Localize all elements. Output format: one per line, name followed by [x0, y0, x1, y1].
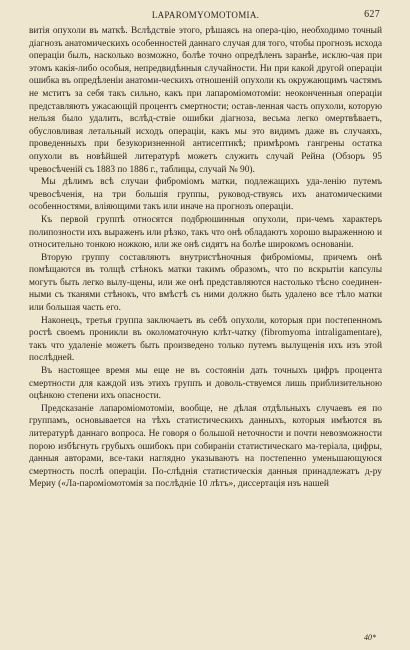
- page-header: [29, 9, 382, 25]
- paragraph: витія опухоли въ маткѣ. Вслѣдствіе этого, рѣшаясь на опера-цію, необходимо точный діагнозъ анатомическихъ особенностей даннаго случая для того, чтобы прогнозъ исхода операціи былъ, насколько возможно, болѣе точно опредѣленъ заранѣе, исклю-чая при этомъ какія-либо особыя, непредвидѣнныя случайности. Ни при какой другой операціи ошибка въ опредѣленіи анатоми-ческихъ отношеній опухоли къ окружающимъ частямъ не мститъ за себя такъ сильно, какъ при лапаромiомотоміи: неоконченныя операціи представляютъ ужасающій процентъ смертности; остав-ленная часть опухоли, которую нельзя было удалить, вслѣд-ствіе ошибки діагноза, весьма легко омертвѣваетъ, обусловливая летальный исходъ операціи, какъ мы это видимъ даже въ случаяхъ, проведенныхъ при безукоризненной антисептикѣ; примѣромъ гангрены остатка опухоли въ новѣйшей литературѣ можетъ служить случай Рейна (Обзоръ 95 чревосѣченій съ 1883 по 1886 г., таблицы, случай № 90).: [29, 26, 382, 175]
- paragraph: Къ первой группѣ относятся подбрюшинныя опухоли, при-чемъ характеръ полипозности ихъ выраженъ или рѣзко, такъ что онѣ обладаютъ хорошо выраженною и относительно тонкою ножкою, или же онѣ сидятъ на болѣе широкомъ основаніи.: [29, 214, 382, 251]
- paragraph: Наконецъ, третья группа заключаетъ въ себѣ опухоли, которыя при постепенномъ ростѣ своемъ проникли въ околоматочную клѣт-чатку (fibromyoma intraligamentare), такъ что удаленіе можетъ быть произведено только путемъ вылущенія ихъ изъ этой послѣдней.: [29, 315, 382, 364]
- paragraph: Мы дѣлимъ всѣ случаи фибромiомъ матки, подлежащихъ уда-ленію путемъ чревосѣченія, на три большія группы, руковод-ствуясь ихъ анатомическими особенностями, вліяющими такъ или иначе на прогнозъ операціи.: [29, 177, 382, 213]
- body-text: [29, 25, 382, 491]
- paragraph: Предсказаніе лапаромiомотоміи, вообще, не дѣлая отдѣльныхъ случаевъ ея по группамъ, основывается на тѣхъ статистическихъ данныхъ, которыя имѣются въ литературѣ даннаго вопроса. Не говоря о большой неточности и почти невозможности порою избѣгнуть грубыхъ ошибокъ при собираніи статистическаго ма-теріала, цифры, данныя авторами, все-таки наглядно указываютъ на постепенно уменьшающуюся смертность послѣ операціи. По-слѣднія статистическія данныя принадлежатъ д-ру Мериу («Ла-паромiомотомія за послѣдніе 10 лѣтъ», диссертація изъ нашей: [29, 403, 382, 490]
- printer-signature: 40*: [364, 633, 376, 642]
- paragraph: Въ настоящее время мы еще не въ состояніи дать точныхъ цифръ процента смертности для каждой изъ этихъ группъ и доволь-ствуемся лишь приблизительною оцѣнкою степени ихъ опасности.: [29, 366, 382, 402]
- running-head: LAPAROMYOMOTOMIA.: [151, 10, 260, 20]
- paragraph: Вторую группу составляютъ внутристѣночныя фибромiомы, причемъ онѣ помѣщаются въ толщѣ стѣнокъ матки такимъ образомъ, что по вскрытіи капсулы могутъ быть легко вылу-щены, или же онѣ представляются настолько тѣсно соединен-ными съ тканями стѣнокъ, что вмѣстѣ съ ними должно быть удалено все тѣло матки или большая часть его.: [29, 252, 382, 314]
- page-number: 627: [364, 9, 380, 20]
